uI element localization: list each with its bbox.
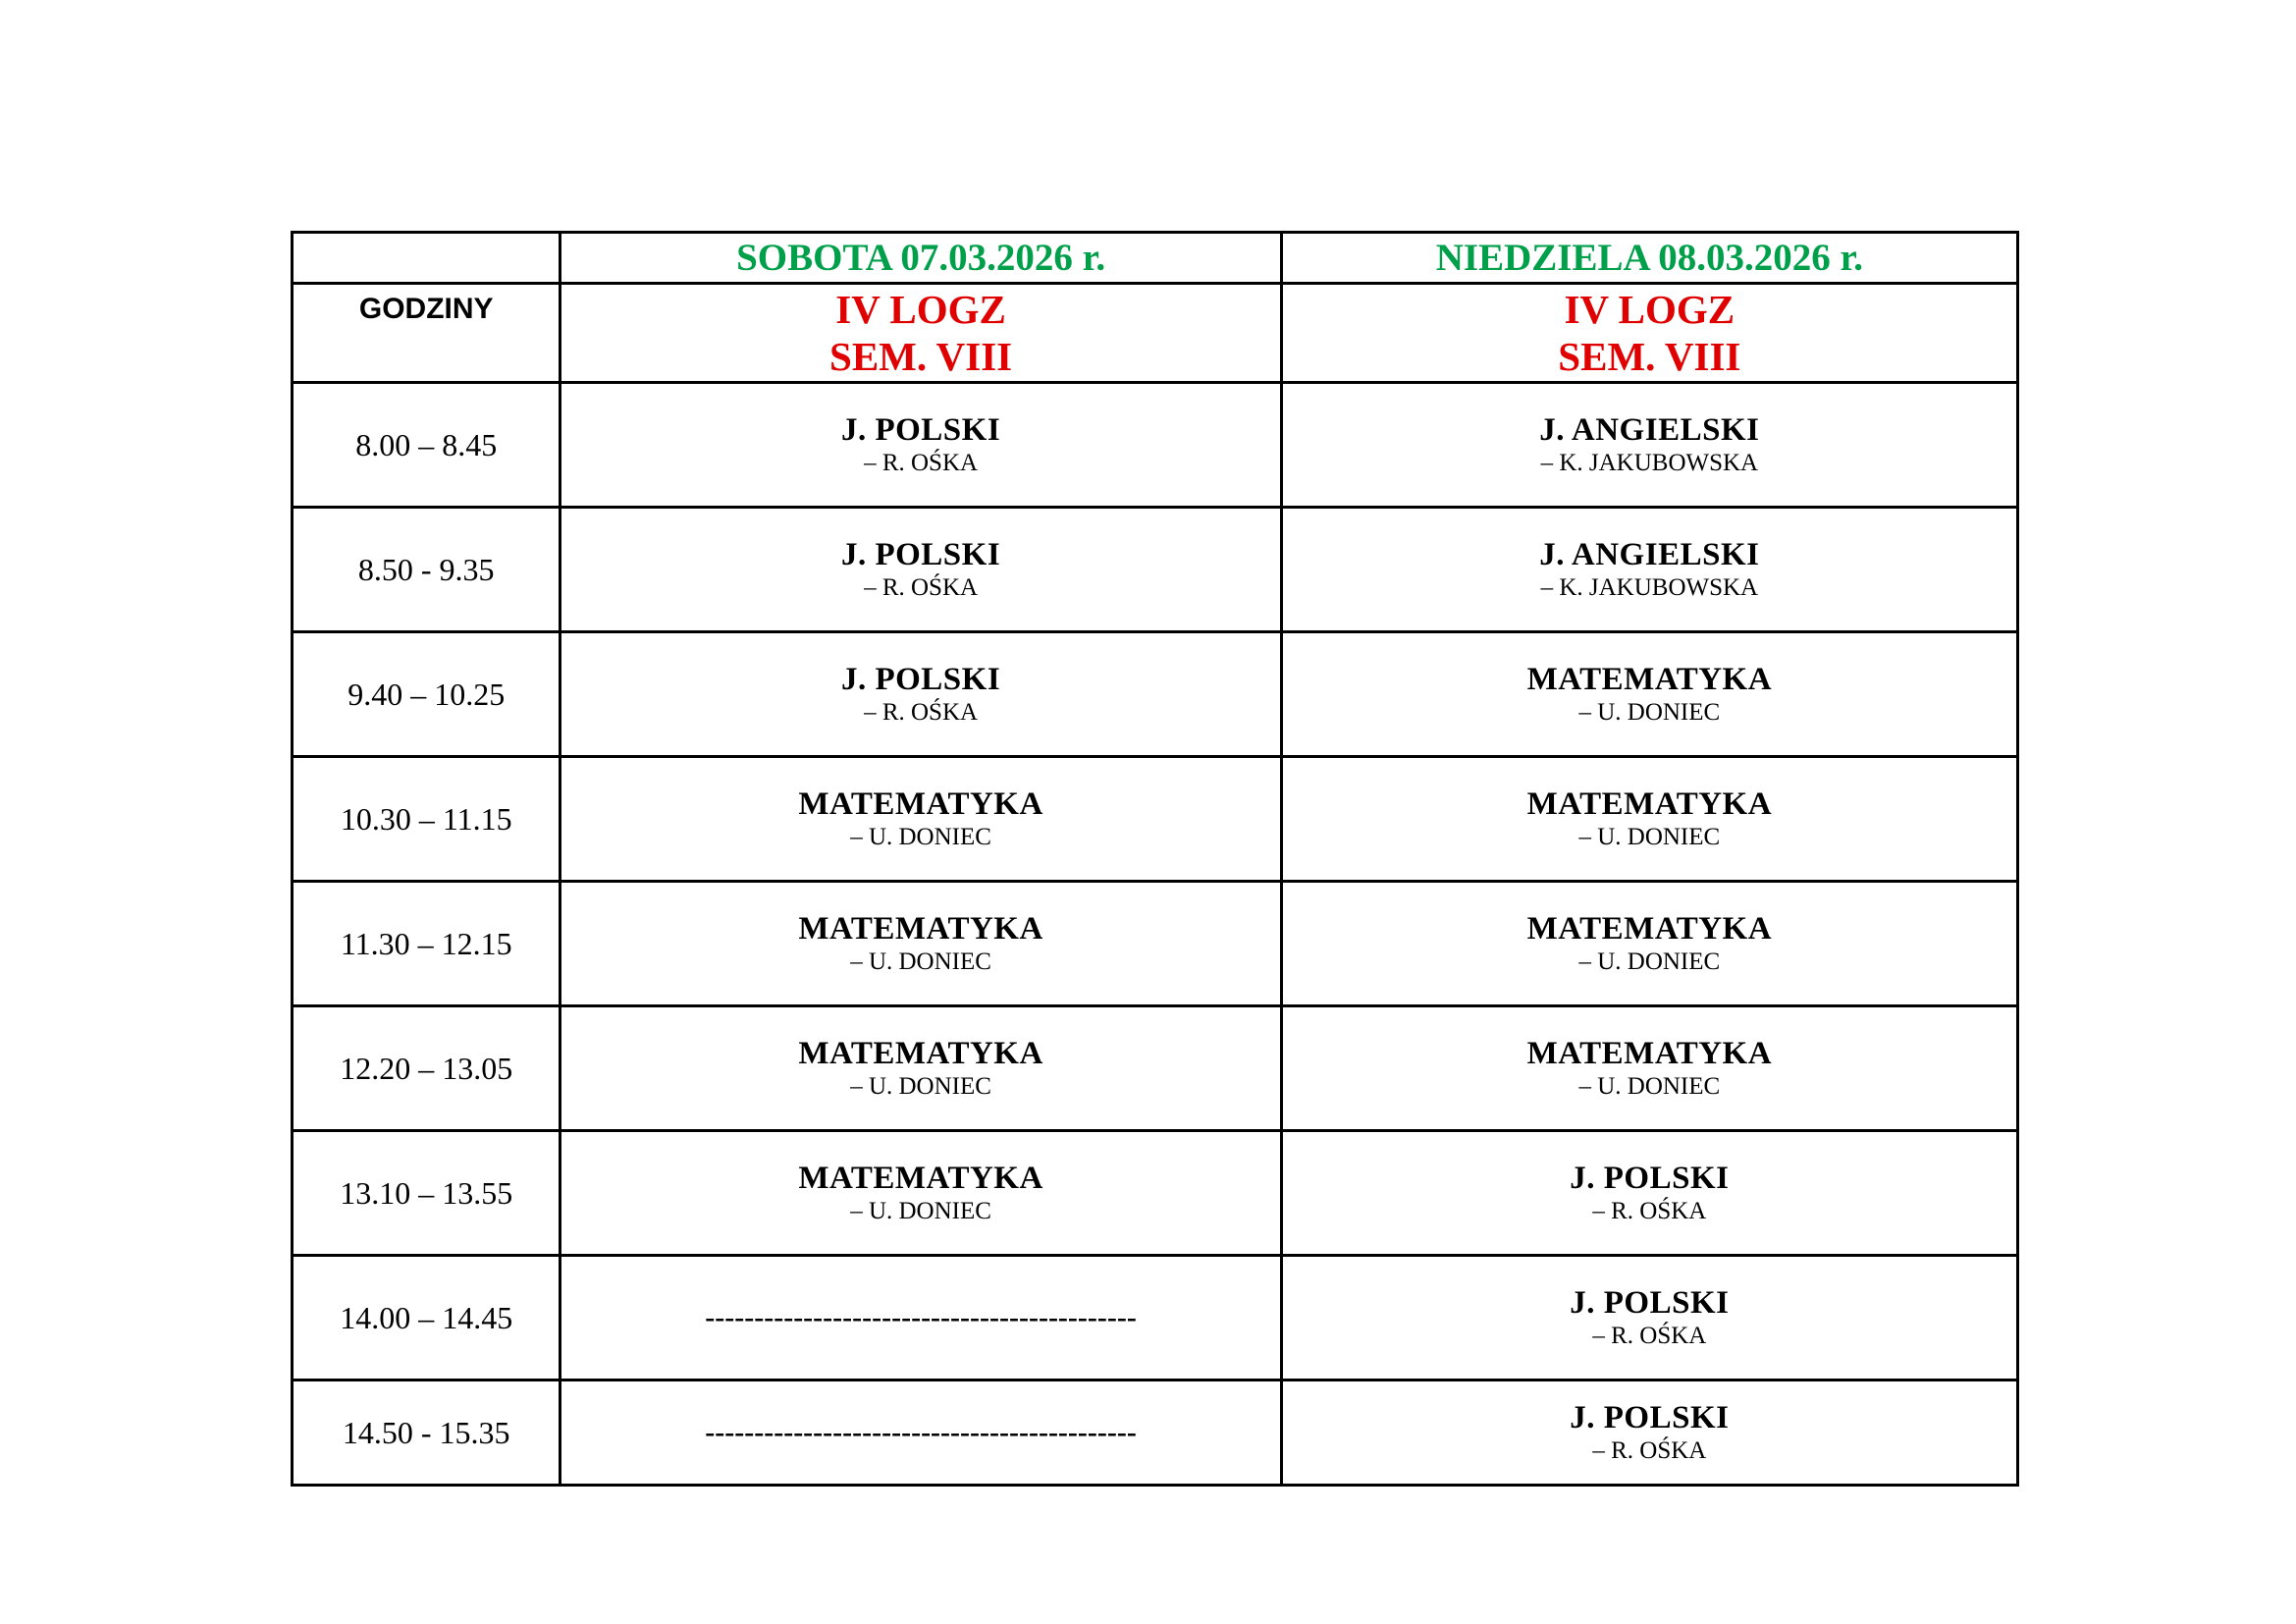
subject: MATEMATYKA xyxy=(1526,1036,1773,1071)
teacher: – U. DONIEC xyxy=(1578,948,1721,975)
class-header-row xyxy=(293,284,2018,383)
subject: J. ANGIELSKI xyxy=(1539,412,1760,448)
saturday-lesson xyxy=(561,882,1281,1006)
subject: MATEMATYKA xyxy=(798,1036,1043,1071)
saturday-lesson xyxy=(561,632,1281,757)
class-name: IV LOGZ xyxy=(835,287,1006,332)
time-cell xyxy=(293,1006,561,1131)
godziny-label: GODZINY xyxy=(358,293,494,325)
table-row xyxy=(293,757,2018,882)
semester: SEM. VIII xyxy=(1558,334,1741,379)
saturday-lesson xyxy=(561,383,1281,508)
time-cell xyxy=(293,1380,561,1486)
table-row xyxy=(293,632,2018,757)
time-range: 11.30 – 12.15 xyxy=(340,925,512,961)
time-cell xyxy=(293,632,561,757)
teacher: – R. OŚKA xyxy=(1592,1198,1707,1224)
sunday-lesson xyxy=(1281,1006,2017,1131)
subject: J. ANGIELSKI xyxy=(1539,537,1760,572)
teacher: – R. OŚKA xyxy=(864,574,979,601)
class-header-sunday xyxy=(1281,284,2017,383)
teacher: – U. DONIEC xyxy=(850,1198,991,1224)
schedule-table xyxy=(291,231,2019,1487)
day-label: SOBOTA 07.03.2026 r. xyxy=(736,237,1106,279)
saturday-lesson xyxy=(561,757,1281,882)
subject: MATEMATYKA xyxy=(798,786,1043,822)
teacher: – R. OŚKA xyxy=(1592,1323,1707,1349)
teacher: – R. OŚKA xyxy=(864,450,979,476)
day-header-row xyxy=(293,233,2018,284)
day-header-sunday xyxy=(1281,233,2017,284)
table-row xyxy=(293,1256,2018,1380)
time-range: 12.20 – 13.05 xyxy=(340,1050,513,1086)
subject: MATEMATYKA xyxy=(798,911,1043,947)
subject: J. POLSKI xyxy=(1570,1285,1730,1321)
time-cell xyxy=(293,383,561,508)
day-header-saturday xyxy=(561,233,1281,284)
subject: MATEMATYKA xyxy=(1526,786,1773,822)
table-row xyxy=(293,383,2018,508)
sunday-lesson xyxy=(1281,1131,2017,1256)
class-header-saturday xyxy=(561,284,1281,383)
saturday-lesson xyxy=(561,1256,1281,1380)
sunday-lesson xyxy=(1281,1380,2017,1486)
time-range: 14.50 - 15.35 xyxy=(342,1414,510,1450)
saturday-lesson xyxy=(561,1006,1281,1131)
time-range: 10.30 – 11.15 xyxy=(340,800,512,837)
teacher: – K. JAKUBOWSKA xyxy=(1540,574,1759,601)
corner-cell xyxy=(293,233,561,284)
subject: J. POLSKI xyxy=(1570,1161,1730,1196)
time-cell xyxy=(293,1131,561,1256)
table-row xyxy=(293,1006,2018,1131)
table-row xyxy=(293,508,2018,632)
table-row xyxy=(293,1131,2018,1256)
subject: MATEMATYKA xyxy=(1526,662,1773,697)
teacher: – U. DONIEC xyxy=(850,1073,991,1100)
teacher: – U. DONIEC xyxy=(850,824,991,850)
empty-slot-dashes: -------------------------------------------- xyxy=(705,1301,1137,1333)
sunday-lesson xyxy=(1281,632,2017,757)
teacher: – R. OŚKA xyxy=(1592,1437,1707,1464)
sunday-lesson xyxy=(1281,1256,2017,1380)
teacher: – U. DONIEC xyxy=(850,948,991,975)
subject: J. POLSKI xyxy=(840,412,1001,448)
day-label: NIEDZIELA 08.03.2026 r. xyxy=(1435,237,1863,279)
class-name: IV LOGZ xyxy=(1564,287,1735,332)
teacher: – U. DONIEC xyxy=(1578,1073,1721,1100)
saturday-lesson xyxy=(561,508,1281,632)
time-cell xyxy=(293,1256,561,1380)
saturday-lesson xyxy=(561,1380,1281,1486)
subject: J. POLSKI xyxy=(840,662,1001,697)
teacher: – R. OŚKA xyxy=(864,699,979,726)
subject: J. POLSKI xyxy=(840,537,1001,572)
time-cell xyxy=(293,882,561,1006)
semester: SEM. VIII xyxy=(829,334,1013,379)
time-range: 8.00 – 8.45 xyxy=(355,426,498,462)
teacher: – U. DONIEC xyxy=(1578,824,1721,850)
sunday-lesson xyxy=(1281,757,2017,882)
subject: J. POLSKI xyxy=(1570,1400,1730,1435)
teacher: – K. JAKUBOWSKA xyxy=(1540,450,1759,476)
sunday-lesson xyxy=(1281,508,2017,632)
time-range: 8.50 - 9.35 xyxy=(357,551,495,587)
table-row xyxy=(293,1380,2018,1486)
time-cell xyxy=(293,757,561,882)
time-cell xyxy=(293,508,561,632)
time-range: 14.00 – 14.45 xyxy=(340,1299,513,1335)
subject: MATEMATYKA xyxy=(1526,911,1773,947)
sunday-lesson xyxy=(1281,383,2017,508)
time-range: 9.40 – 10.25 xyxy=(347,676,506,712)
saturday-lesson xyxy=(561,1131,1281,1256)
time-range: 13.10 – 13.55 xyxy=(340,1174,513,1211)
table-row xyxy=(293,882,2018,1006)
subject: MATEMATYKA xyxy=(798,1161,1043,1196)
empty-slot-dashes: -------------------------------------------- xyxy=(705,1416,1137,1448)
godziny-header xyxy=(293,284,561,383)
teacher: – U. DONIEC xyxy=(1578,699,1721,726)
sunday-lesson xyxy=(1281,882,2017,1006)
